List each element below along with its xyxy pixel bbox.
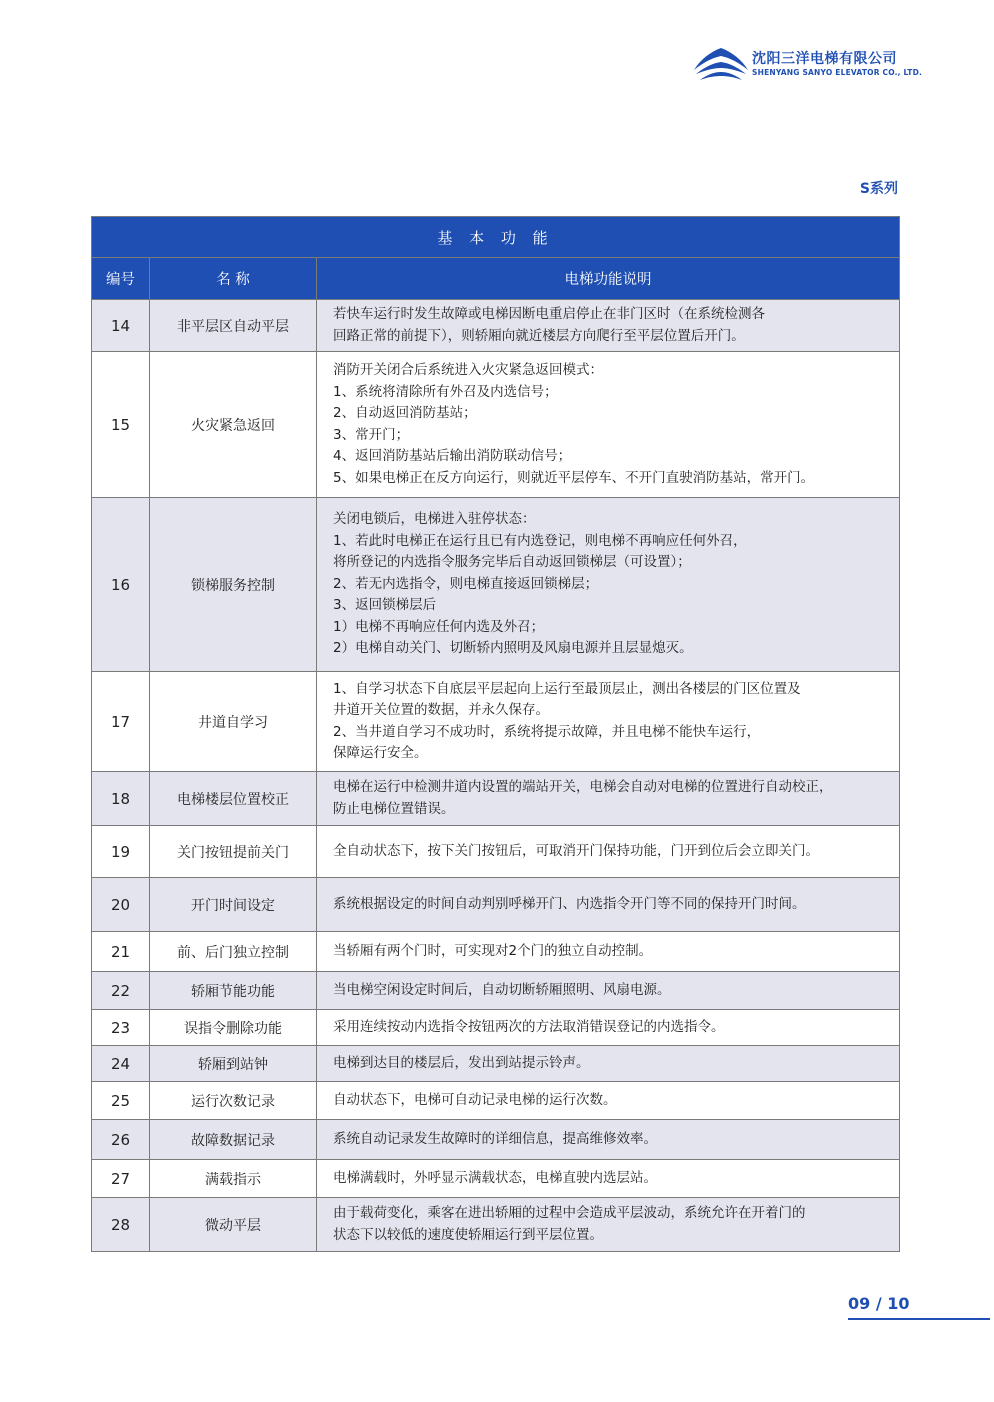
row-number: 19 (92, 826, 150, 878)
row-number: 26 (92, 1120, 150, 1160)
function-name: 轿厢到站钟 (150, 1046, 317, 1082)
table-row (92, 300, 900, 352)
function-description (317, 932, 900, 972)
function-name: 故障数据记录 (150, 1120, 317, 1160)
row-number: 21 (92, 932, 150, 972)
row-number: 25 (92, 1082, 150, 1120)
description-line: 3、常开门； (333, 426, 410, 443)
description-line: 系统根据设定的时间自动判别呼梯开门、内选指令开门等不同的保持开门时间。 (333, 895, 806, 912)
function-description (317, 1046, 900, 1082)
function-name: 井道自学习 (150, 672, 317, 772)
function-name: 电梯楼层位置校正 (150, 772, 317, 826)
description-line: 系统自动记录发生故障时的详细信息，提高维修效率。 (333, 1130, 657, 1147)
description-line: 2、自动返回消防基站； (333, 405, 477, 421)
description-line: 消防开关闭合后系统进入火灾紧急返回模式： (333, 362, 603, 378)
function-description (317, 1082, 900, 1120)
function-name: 锁梯服务控制 (150, 498, 317, 672)
function-name: 前、后门独立控制 (150, 932, 317, 972)
table-row (92, 1198, 900, 1252)
function-description (317, 826, 900, 878)
description-line: 2、当井道自学习不成功时，系统将提示故障，并且电梯不能快车运行， (333, 723, 761, 740)
header-description: 电梯功能说明 (317, 258, 900, 300)
description-line: 5、如果电梯正在反方向运行，则就近平层停车、不开门直驶消防基站，常开门。 (333, 469, 815, 486)
function-description (317, 878, 900, 932)
description-line: 状态下以较低的速度使轿厢运行到平层位置。 (333, 1226, 603, 1243)
function-name: 火灾紧急返回 (150, 352, 317, 498)
page-number: 09 / 10 (848, 1294, 910, 1313)
function-description (317, 1160, 900, 1198)
row-number: 24 (92, 1046, 150, 1082)
description-line: 全自动状态下，按下关门按钮后，可取消开门保持功能，门开到位后会立即关门。 (333, 842, 819, 859)
table-row (92, 878, 900, 932)
row-number: 23 (92, 1010, 150, 1046)
header-name: 名 称 (150, 258, 317, 300)
function-name: 关门按钮提前关门 (150, 826, 317, 878)
table-row (92, 1046, 900, 1082)
row-number: 16 (92, 498, 150, 672)
description-line: 电梯在运行中检测井道内设置的端站开关，电梯会自动对电梯的位置进行自动校正， (333, 779, 833, 795)
table-row (92, 498, 900, 672)
function-description (317, 498, 900, 672)
company-name-en: SHENYANG SANYO ELEVATOR CO., LTD. (752, 68, 923, 77)
header-number: 编号 (92, 258, 150, 300)
description-line: 电梯满载时，外呼显示满载状态，电梯直驶内选层站。 (333, 1169, 657, 1186)
description-line: 采用连续按动内选指令按钮两次的方法取消错误登记的内选指令。 (333, 1018, 725, 1035)
description-line: 关闭电锁后，电梯进入驻停状态： (333, 511, 536, 528)
function-description (317, 772, 900, 826)
page-number-rule (848, 1318, 990, 1320)
description-line: 当电梯空闲设定时间后，自动切断轿厢照明、风扇电源。 (333, 981, 671, 998)
function-name: 开门时间设定 (150, 878, 317, 932)
function-name: 微动平层 (150, 1198, 317, 1252)
table-row (92, 672, 900, 772)
function-description (317, 1010, 900, 1046)
function-table (91, 216, 900, 1252)
description-line: 保障运行安全。 (333, 745, 428, 761)
series-label: S系列 (859, 181, 898, 197)
description-line: 将所登记的内选指令服务完毕后自动返回锁梯层（可设置）； (333, 554, 691, 571)
row-number: 28 (92, 1198, 150, 1252)
description-line: 由于载荷变化，乘客在进出轿厢的过程中会造成平层波动，系统允许在开着门的 (333, 1205, 806, 1221)
function-name: 轿厢节能功能 (150, 972, 317, 1010)
table-row (92, 932, 900, 972)
description-line: 井道开关位置的数据，并永久保存。 (333, 702, 549, 718)
function-description (317, 972, 900, 1010)
description-line: 1、自学习状态下自底层平层起向上运行至最顶层止，测出各楼层的门区位置及 (333, 680, 801, 697)
row-number: 20 (92, 878, 150, 932)
function-description (317, 1198, 900, 1252)
description-line: 防止电梯位置错误。 (333, 800, 455, 817)
table-row (92, 352, 900, 498)
description-line: 回路正常的前提下），则轿厢向就近楼层方向爬行至平层位置后开门。 (333, 327, 745, 344)
description-line: 2、若无内选指令，则电梯直接返回锁梯层； (333, 575, 599, 592)
description-line: 2）电梯自动关门、切断轿内照明及风扇电源并且层显熄灭。 (333, 640, 693, 657)
description-line: 1）电梯不再响应任何内选及外召； (333, 618, 545, 635)
description-line: 4、返回消防基站后输出消防联动信号； (333, 448, 572, 464)
function-name: 误指令删除功能 (150, 1010, 317, 1046)
table-title-row (92, 217, 900, 258)
description-line: 电梯到达目的楼层后，发出到站提示铃声。 (333, 1054, 590, 1071)
table-title: 基 本 功 能 (92, 217, 900, 258)
table-row (92, 826, 900, 878)
row-number: 22 (92, 972, 150, 1010)
description-line: 自动状态下，电梯可自动记录电梯的运行次数。 (333, 1091, 617, 1108)
table-row (92, 772, 900, 826)
description-line: 当轿厢有两个门时，可实现对2个门的独立自动控制。 (333, 942, 653, 959)
description-line: 1、若此时电梯正在运行且已有内选登记，则电梯不再响应任何外召， (333, 532, 747, 549)
function-name: 满载指示 (150, 1160, 317, 1198)
function-name: 运行次数记录 (150, 1082, 317, 1120)
function-description (317, 1120, 900, 1160)
description-line: 若快车运行时发生故障或电梯因断电重启停止在非门区时（在系统检测各 (333, 306, 765, 322)
table-header-row (92, 258, 900, 300)
table-row (92, 1010, 900, 1046)
table-row (92, 1120, 900, 1160)
row-number: 27 (92, 1160, 150, 1198)
function-description (317, 672, 900, 772)
sanyo-wave-logo-icon (692, 44, 750, 84)
company-logo (692, 44, 923, 90)
description-line: 3、返回锁梯层后 (333, 597, 437, 614)
table-row (92, 972, 900, 1010)
row-number: 18 (92, 772, 150, 826)
row-number: 14 (92, 300, 150, 352)
table-row (92, 1160, 900, 1198)
function-description (317, 300, 900, 352)
description-line: 1、系统将清除所有外召及内选信号； (333, 383, 558, 400)
function-name: 非平层区自动平层 (150, 300, 317, 352)
table-row (92, 1082, 900, 1120)
company-name-cn: 沈阳三洋电梯有限公司 (752, 51, 897, 67)
row-number: 17 (92, 672, 150, 772)
row-number: 15 (92, 352, 150, 498)
function-description (317, 352, 900, 498)
